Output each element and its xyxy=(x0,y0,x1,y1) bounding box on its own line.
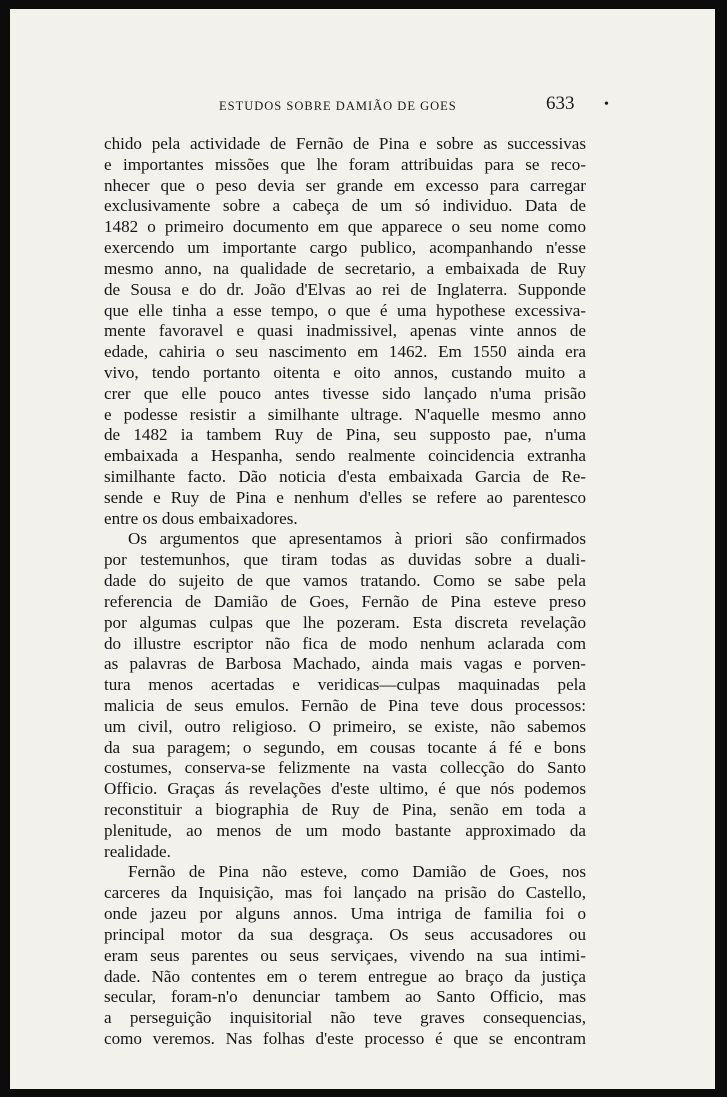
text-line: Os argumentos que apresentamos à priori são confirmados xyxy=(128,529,586,549)
text-line: nhecer que o peso devia ser grande em excesso para carregar xyxy=(104,175,586,195)
text-line: carceres da Inquisição, mas foi lançado na prisão do Castello, xyxy=(104,883,586,903)
text-line: dade. Não contentes em o terem entregue ao braço da justiça xyxy=(104,966,586,986)
text-line: malicia de seus emulos. Fernão de Pina teve dous processos: xyxy=(104,695,586,715)
text-line: tura menos acertadas e veridicas—culpas maquinadas pela xyxy=(104,675,586,695)
text-line: referencia de Damião de Goes, Fernão de Pina esteve preso xyxy=(104,591,586,611)
text-line: a perseguição inquisitorial não teve graves consequencias, xyxy=(104,1008,586,1028)
text-line: mente favoravel e quasi inadmissivel, apenas vinte annos de xyxy=(104,321,586,341)
text-line: Officio. Graças ás revelações d'este ultimo, é que nós podemos xyxy=(104,779,586,799)
header-bullet: • xyxy=(604,97,609,112)
text-line: de Sousa e do dr. João d'Elvas ao rei de Inglaterra. Supponde xyxy=(104,279,586,299)
book-page xyxy=(10,9,715,1089)
text-line: um civil, outro religioso. O primeiro, se existe, não sabemos xyxy=(104,716,586,736)
text-line: Fernão de Pina não esteve, como Damião de Goes, nos xyxy=(128,862,586,882)
running-title: ESTUDOS SOBRE DAMIÃO DE GOES xyxy=(219,99,457,113)
text-line: sende e Ruy de Pina e nenhum d'elles se refere ao parentesco xyxy=(104,487,586,507)
text-line: mesmo anno, na qualidade de secretario, a embaixada de Ruy xyxy=(104,258,586,278)
body-text xyxy=(104,134,586,1050)
text-line: da sua paragem; o segundo, em cousas tocante á fé e bons xyxy=(104,737,586,757)
text-line: chido pela actividade de Fernão de Pina e sobre as successivas xyxy=(104,134,586,153)
text-line: 1482 o primeiro documento em que apparece o seu nome como xyxy=(104,217,586,237)
text-line: como veremos. Nas folhas d'este processo é que se encontram xyxy=(104,1028,586,1048)
text-line: as palavras de Barbosa Machado, ainda mais vagas e porven- xyxy=(104,654,586,674)
page-header xyxy=(10,93,715,121)
text-line: principal motor da sua desgraça. Os seus accusadores ou xyxy=(104,924,586,944)
text-line: secular, foram-n'o denunciar tambem ao Santo Officio, mas xyxy=(104,987,586,1007)
text-line: entre os dous embaixadores. xyxy=(104,508,298,528)
text-line: exercendo um importante cargo publico, acompanhando n'esse xyxy=(104,238,586,258)
text-line: que elle tinha a esse tempo, o que é uma hypothese excessiva- xyxy=(104,300,586,320)
page-number: 633 xyxy=(546,93,575,114)
text-line: onde jazeu por alguns annos. Uma intriga de familia foi o xyxy=(104,904,586,924)
text-line: realidade. xyxy=(104,841,171,861)
text-line: edade, cahiria o seu nascimento em 1462. Em 1550 ainda era xyxy=(104,342,586,362)
text-line: por testemunhos, que tiram todas as duvidas sobre a duali- xyxy=(104,550,586,570)
text-line: embaixada a Hespanha, sendo realmente coincidencia extranha xyxy=(104,446,586,466)
text-line: crer que elle pouco antes tivesse sido lançado n'uma prisão xyxy=(104,383,586,403)
text-line: do illustre escriptor não fica de modo nenhum aclarada com xyxy=(104,633,586,653)
text-line: reconstituir a biographia de Ruy de Pina, senão em toda a xyxy=(104,800,586,819)
text-line: por algumas culpas que lhe pozeram. Esta discreta revelação xyxy=(104,612,586,632)
text-line: costumes, conserva-se felizmente na vasta collecção do Santo xyxy=(104,758,586,778)
text-line: vivo, tendo portanto oitenta e oito annos, custando muito a xyxy=(104,362,586,382)
text-line: dade do sujeito de que vamos tratando. Como se sabe pela xyxy=(104,571,586,591)
text-line: e podesse resistir a similhante ultrage. N'aquelle mesmo anno xyxy=(104,404,586,424)
text-line: plenitude, ao menos de um modo bastante approximado da xyxy=(104,820,586,840)
text-line: e importantes missões que lhe foram attribuidas para se reco- xyxy=(104,154,586,174)
text-line: similhante facto. Dão noticia d'esta embaixada Garcia de Re- xyxy=(104,467,586,486)
text-line: exclusivamente sobre a cabeça de um só individuo. Data de xyxy=(104,196,586,216)
text-line: de 1482 ia tambem Ruy de Pina, seu supposto pae, n'uma xyxy=(104,425,586,445)
text-line: eram seus parentes ou seus serviçaes, vivendo na sua intimi- xyxy=(104,945,586,965)
